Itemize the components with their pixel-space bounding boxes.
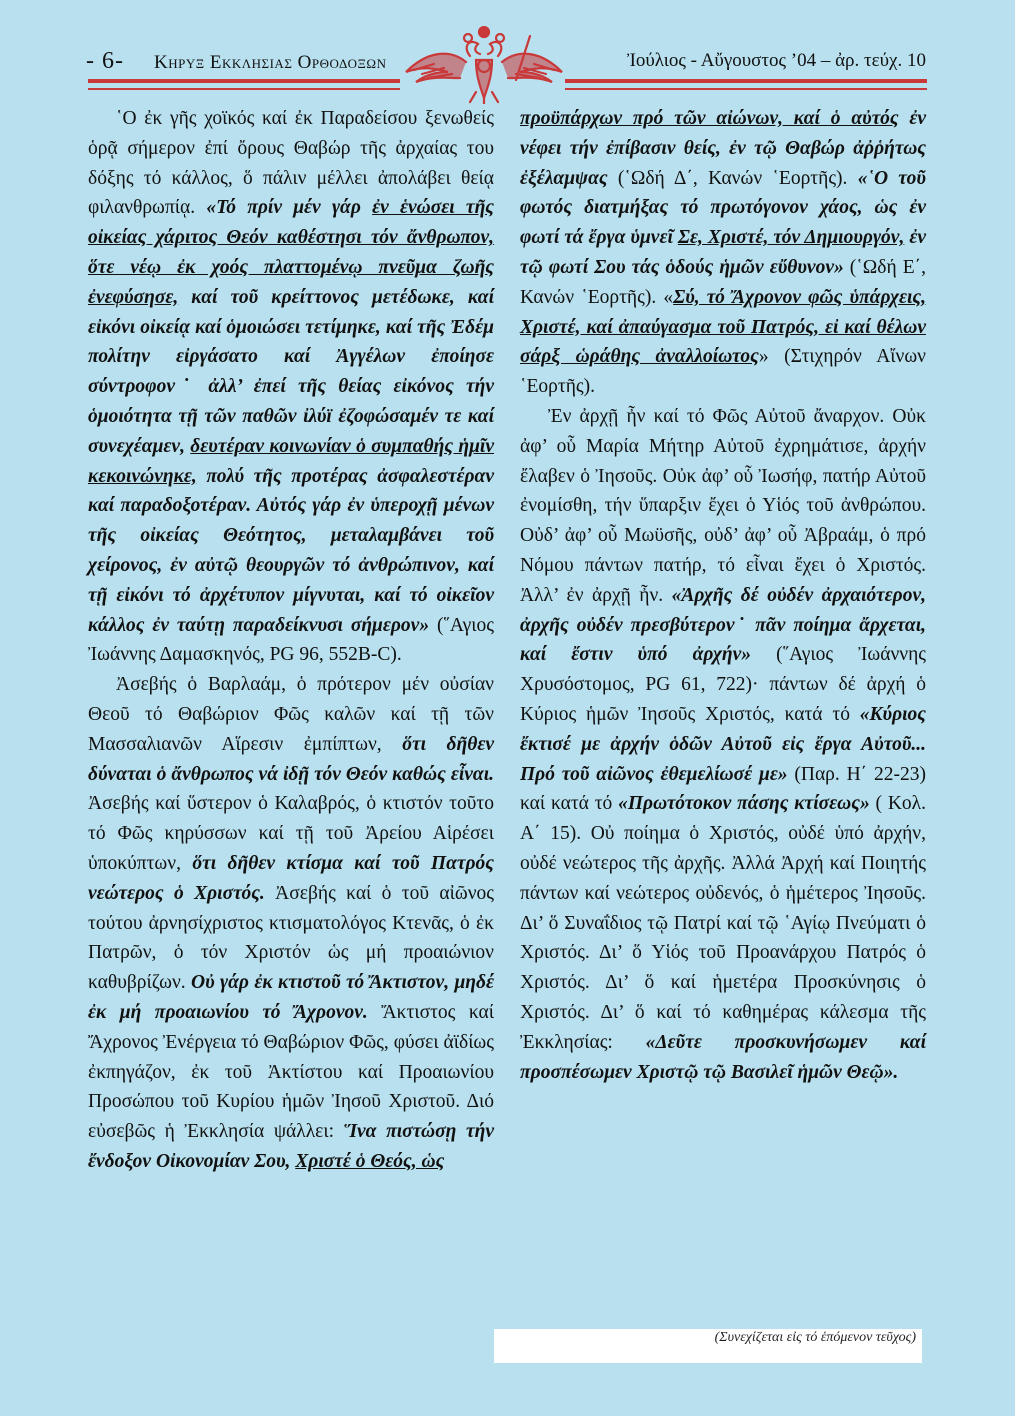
page-number: - 6- [86, 48, 124, 74]
quote-text: Ἵνα πιστώσῃ τήν ἔνδοξον Οἰκονομίαν Σου, [88, 1121, 494, 1172]
quote-text: «῾Ο τοῦ φωτός διατμήξας τό πρωτόγονον χάος, ὡς ἐν φωτί τά ἔργα ὑμνεῖ [520, 167, 926, 249]
text: Ἐν ἀρχῇ ἦν καί τό Φῶς Αὐτοῦ ἄναρχον. Οὐκ ἀφ’ οὗ Μαρία Μήτηρ Αὐτοῦ ἐχρημάτισε, ἀρχήν ἔλαβεν ὁ Ἰησοῦς. Οὐκ ἀφ’ οὗ Ἰωσήφ, πατήρ Αὐτοῦ ἐνομίσθη, τήν ὕπαρξιν ἔχει ὁ Υἱός τοῦ ἀνθρώπου. Οὐδ’ ἀφ’ οὗ Μωϋσῆς, οὐδ’ ἀφ’ οὗ Ἀβραάμ, ὁ πρό Νόμου πάντων πατήρ, τό εἶναι ἔχει ὁ Χριστός. Ἀλλ’ ἐν ἀρχῇ ἦν. [520, 405, 926, 606]
underlined-quote-text: Χριστέ ὁ Θεός, ὡς [295, 1150, 445, 1172]
emphasis-text: Οὐ γάρ ἐκ κτιστοῦ τό Ἄκτιστον, μηδέ ἐκ μή προαιωνίου τό Ἄχρονον. [88, 972, 494, 1023]
right-column [520, 104, 926, 1087]
emphasis-text: ὅτι δῆθεν κτίσμα καί τοῦ Πατρός νεώτερος ὁ Χριστός. [88, 852, 494, 904]
quote-text: «Κύριος ἔκτισέ με ἀρχήν ὁδῶν Αὐτοῦ εἰς ἔργα Αὐτοῦ... Πρό τοῦ αἰῶνος ἐθεμελίωσέ με» [520, 703, 926, 785]
header-rule-right-thin [565, 88, 927, 90]
double-headed-eagle-icon [404, 26, 564, 104]
issue-info: Ἰούλιος - Αὔγουστος ’04 – ἀρ. τεύχ. 10 [626, 50, 926, 71]
underlined-quote-text: Σε, Χριστέ, τόν Δημιουργόν, [677, 227, 905, 249]
continuation-note-box [494, 1329, 922, 1363]
quote-text: ἐν τῷ φωτί Σου τάς ὁδούς ἡμῶν εὔθυνον» [520, 227, 926, 278]
text: ῾Ο ἐκ γῆς χοϊκός καί ἐκ Παραδείσου ξενωθείς ὁρᾷ σήμερον ἐπί ὄρους Θαβώρ τῆς ἀρχαίας του δόξης τό κάλλος, ὅ πάλιν μέλλει ἀπολάβει θείᾳ φιλανθρωπίᾳ. [88, 108, 494, 219]
citation: (Παρ. Η΄ 22-23) καί κατά τό [520, 763, 926, 815]
underlined-quote-text: δευτέραν κοινωνίαν ὁ συμπαθής ἡμῖν κεκοινώνηκε, [88, 435, 494, 487]
text: Ἀσεβής ὁ Βαρλαάμ, ὁ πρότερον μέν οὐσίαν Θεοῦ τό Θαβώριον Φῶς καλῶν καί τῇ τῶν Μασσαλιανῶν Αἵρεσιν ἐμπίπτων, [88, 674, 494, 755]
citation: (῞Αγιος Ἰωάννης Χρυσόστομος, PG 61, 722)· πάντων δέ ἀρχή ὁ Κύριος ἡμῶν Ἰησοῦς Χριστός, κατά τό [520, 644, 926, 725]
quote-text: πολύ τῆς προτέρας ἀσφαλεστέραν καί παραδοξοτέραν. Αὐτός γάρ ἐν ὑπεροχῇ μένων τῆς οἰκείας Θεότητος, μεταλαμβάνει τοῦ χείρονος, ἐν αὐτῷ θεουργῶν τό ἀνθρώπινον, καί τῇ εἰκόνι τό ἀρχέτυπον μίγνυται, καί τό οἰκεῖον κάλλος ἐν ταύτῃ παραδείκνυσι σήμερον» [88, 465, 494, 636]
underlined-quote-text: προϋπάρχων πρό τῶν αἰώνων, καί ὁ αὐτός [520, 108, 899, 129]
quote-text: «Τό πρίν μέν γάρ [206, 197, 373, 219]
quote-text: «Δεῦτε προσκυνήσωμεν καί προσπέσωμεν Χριστῷ τῷ Βασιλεῖ ἡμῶν Θεῷ». [520, 1031, 926, 1083]
quote-text: «Ἀρχῆς δέ οὐδέν ἀρχαιότερον, ἀρχῆς οὐδέν πρεσβύτερον˙ πᾶν ποίημα ἄρχεται, καί ἔστιν ὑπό ἀρχήν» [520, 584, 927, 666]
citation: (῾Ωδή Δ΄, Κανών ῾Εορτῆς). [607, 167, 858, 189]
citation: (῞Αγιος Ἰωάννης Δαμασκηνός, PG 96, 552B-C). [88, 614, 495, 666]
paragraph [520, 104, 926, 402]
header-rule-right-thick [565, 79, 927, 83]
text: Ἀσεβής καί ὕστερον ὁ Καλαβρός, ὁ κτιστόν τοῦτο τό Φῶς κηρύσσων καί τῇ τοῦ Ἀρείου Αἱρέσει ὑποκύπτων, [88, 793, 494, 874]
citation: » (Στιχηρόν Αἴνων ῾Εορτῆς). [520, 346, 926, 398]
text: ( Κολ. Α΄ 15). Οὐ ποίημα ὁ Χριστός, οὐδέ ὑπό ἀρχήν, οὐδέ νεώτερος τῆς ἀρχῆς. Ἀλλά Ἀρχή καί Ποιητής πάντων καί νεώτερος οὐδενός, ὁ ἡμέτερος Ἰησοῦς. Δι’ ὅ Συναΐδιος τῷ Πατρί καί τῷ ῾Αγίῳ Πνεύματι ὁ Χριστός. Δι’ ὅ Υἱός τοῦ Προανάρχου Πατρός ὁ Χριστός. Δι’ ὅ καί ἡμετέρα Προσκύνησις ὁ Χριστός. Δι’ ὅ καί τό καθημέρας κάλεσμα τῆς Ἐκκλησίας: [520, 793, 927, 1053]
header-rule-left-thick [88, 79, 400, 83]
magazine-title: Κηρυξ Εκκλησιας Ορθοδοξων [154, 52, 387, 73]
left-column [88, 104, 494, 1177]
paragraph [88, 670, 494, 1177]
emphasis-text: ὅτι δῆθεν δύναται ὁ ἄνθρωπος νά ἰδῇ τόν Θεόν καθώς εἶναι. [88, 733, 494, 785]
quote-text: «Πρωτότοκον πάσης κτίσεως» [618, 793, 870, 815]
header-rule-left-thin [88, 88, 400, 90]
quote-text: καί τοῦ κρείττονος μετέδωκε, καί εἰκόνι οἰκείᾳ καί ὁμοιώσει τετίμηκε, καί τῆς Ἐδέμ πολίτην εἰργάσατο καί Ἀγγέλων ἐποίησε σύντροφον˙ ἀλλ’ ἐπεί τῆς θείας εἰκόνος τήν ὁμοιότητα τῇ τῶν παθῶν ἰλύϊ ἐζοφώσαμέν τε καί συνεχέαμεν, [88, 286, 494, 457]
paragraph [88, 104, 494, 670]
continuation-note: (Συνεχίζεται εἰς τό ἑπόμενον τεῦχος) [714, 1330, 916, 1345]
underlined-quote-text: Σύ, τό Ἄχρονον φῶς ὑπάρχεις, Χριστέ, καί ἀπαύγασμα τοῦ Πατρός, εἰ καί θέλων σάρξ ὡράθης ἀναλλοίωτος [520, 286, 926, 368]
underlined-quote-text: ἐν ἑνώσει τῆς οἰκείας χάριτος Θεόν καθέστησι τόν ἄνθρωπον, ὅτε νέῳ ἐκ χοός πλαττομένῳ πνεῦμα ζωῆς ἐνεφύσησε, [88, 197, 494, 308]
paragraph [520, 402, 926, 1087]
text: Ἀσεβής καί ὁ τοῦ αἰῶνος τούτου ἀρνησίχριστος κτισματολόγος Κτενᾶς, ὁ ἐκ Πατρῶν, ὁ τόν Χριστόν ὡς μή προαιώνιον καθυβρίζων. [88, 882, 494, 994]
citation: (῾Ωδή Ε΄, Κανών ῾Εορτῆς). « [520, 256, 927, 308]
quote-text: ἐν νέφει τήν ἐπίβασιν θείς, ἐν τῷ Θαβώρ ἀῤῥήτως ἐξέλαμψας [520, 108, 927, 189]
text: Ἄκτιστος καί Ἄχρονος Ἐνέργεια τό Θαβώριον Φῶς, φύσει ἀϊδίως ἐκπηγάζον, ἐκ τοῦ Ἀκτίστου καί Προαιωνίου Προσώπου τοῦ Κυρίου ἡμῶν Ἰησοῦ Χριστοῦ. Διό εὐσεβῶς ἡ Ἐκκλησία ψάλλει: [88, 1001, 494, 1143]
